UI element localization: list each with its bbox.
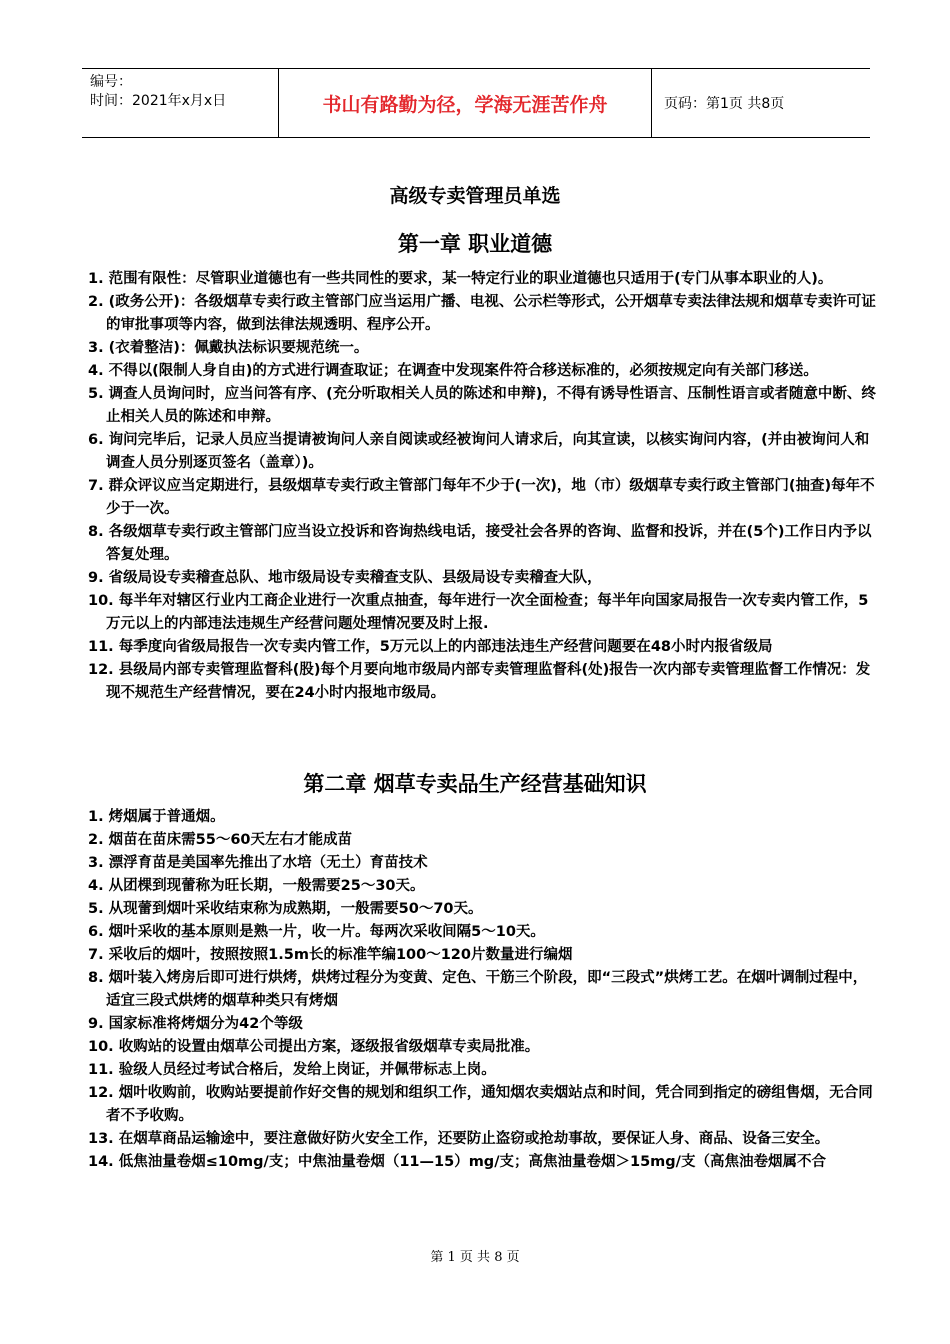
- list-item: 14. 低焦油量卷烟≤10mg/支；中焦油量卷烟（11—15）mg/支；高焦油量卷烟＞15mg/支（高焦油卷烟属不合: [88, 1154, 826, 1170]
- header-meta: [82, 69, 278, 137]
- list-item: 3. (衣着整洁)：佩戴执法标识要规范统一。: [88, 340, 369, 356]
- header-page-info: 页码：第1页 共8页: [664, 96, 785, 112]
- list-item: 7. 群众评议应当定期进行，县级烟草专卖行政主管部门每年不少于(一次)，地（市）级烟草专卖行政主管部门(抽查)每年不少于一次。: [88, 478, 875, 517]
- list-item: 5. 从现蕾到烟叶采收结束称为成熟期，一般需要50～70天。: [88, 901, 483, 917]
- list-item: 1. 范围有限性：尽管职业道德也有一些共同性的要求，某一特定行业的职业道德也只适用于(专门从事本职业的人)。: [88, 271, 833, 287]
- list-item: 11. 验级人员经过考试合格后，发给上岗证，并佩带标志上岗。: [88, 1062, 496, 1078]
- chapter-1-list: [88, 268, 880, 705]
- chapter-2-list: [88, 806, 880, 1174]
- list-item: 9. 国家标准将烤烟分为42个等级: [88, 1016, 303, 1032]
- chapter-2-title: 第二章 烟草专卖品生产经营基础知识: [303, 772, 647, 796]
- list-item: 10. 收购站的设置由烟草公司提出方案，逐级报省级烟草专卖局批准。: [88, 1039, 540, 1055]
- list-item: 3. 漂浮育苗是美国率先推出了水培（无土）育苗技术: [88, 855, 428, 871]
- list-item: 6. 烟叶采收的基本原则是熟一片，收一片。每两次采收间隔5～10天。: [88, 924, 545, 940]
- list-item: 5. 调查人员询问时，应当问答有序、(充分听取相关人员的陈述和申辩)，不得有诱导性语言、压制性语言或者随意中断、终止相关人员的陈述和申辩。: [88, 386, 876, 425]
- list-item: 1. 烤烟属于普通烟。: [88, 809, 225, 825]
- list-item: 10. 每半年对辖区行业内工商企业进行一次重点抽查，每年进行一次全面检查；每半年向国家局报告一次专卖内管工作，5万元以上的内部违法违规生产经营问题处理情况要及时上报.: [88, 593, 869, 632]
- page-header: [82, 68, 870, 138]
- list-item: 4. 从团棵到现蕾称为旺长期，一般需要25～30天。: [88, 878, 425, 894]
- document-number-label: 编号：: [90, 74, 132, 90]
- list-item: 7. 采收后的烟叶，按照按照1.5m长的标准竿编100～120片数量进行编烟: [88, 947, 573, 963]
- list-item: 2. 烟苗在苗床需55～60天左右才能成苗: [88, 832, 353, 848]
- list-item: 13. 在烟草商品运输途中，要注意做好防火安全工作，还要防止盗窃或抢劫事故，要保证人身、商品、设备三安全。: [88, 1131, 830, 1147]
- document-title: 高级专卖管理员单选: [389, 185, 561, 207]
- list-item: 2. (政务公开)：各级烟草专卖行政主管部门应当运用广播、电视、公示栏等形式，公开烟草专卖法律法规和烟草专卖许可证的审批事项等内容，做到法律法规透明、程序公开。: [88, 294, 876, 333]
- list-item: 4. 不得以(限制人身自由)的方式进行调查取证；在调查中发现案件符合移送标准的，必须按规定向有关部门移送。: [88, 363, 818, 379]
- list-item: 12. 烟叶收购前，收购站要提前作好交售的规划和组织工作，通知烟农卖烟站点和时间，凭合同到指定的磅组售烟，无合同者不予收购。: [88, 1085, 873, 1124]
- document-date: 时间：2021年x月x日: [90, 93, 227, 109]
- list-item: 8. 烟叶装入烤房后即可进行烘烤，烘烤过程分为变黄、定色、干筋三个阶段，即“三段式”烘烤工艺。在烟叶调制过程中，适宜三段式烘烤的烟草种类只有烤烟: [88, 970, 868, 1009]
- list-item: 12. 县级局内部专卖管理监督科(股)每个月要向地市级局内部专卖管理监督科(处)报告一次内部专卖管理监督工作情况：发现不规范生产经营情况，要在24小时内报地市级局。: [88, 662, 871, 701]
- page-footer: 第 1 页 共 8 页: [430, 1250, 520, 1265]
- list-item: 11. 每季度向省级局报告一次专卖内管工作，5万元以上的内部违法违生产经营问题要在48小时内报省级局: [88, 639, 773, 655]
- chapter-1-title: 第一章 职业道德: [397, 232, 553, 256]
- list-item: 9. 省级局设专卖稽查总队、地市级局设专卖稽查支队、县级局设专卖稽查大队，: [88, 570, 602, 586]
- header-motto: 书山有路勤为径，学海无涯苦作舟: [278, 69, 652, 137]
- list-item: 8. 各级烟草专卖行政主管部门应当设立投诉和咨询热线电话，接受社会各界的咨询、监督和投诉，并在(5个)工作日内予以答复处理。: [88, 524, 872, 563]
- list-item: 6. 询问完毕后，记录人员应当提请被询问人亲自阅读或经被询问人请求后，向其宣读，以核实询问内容，(并由被询问人和调查人员分别逐页签名（盖章）)。: [88, 432, 870, 471]
